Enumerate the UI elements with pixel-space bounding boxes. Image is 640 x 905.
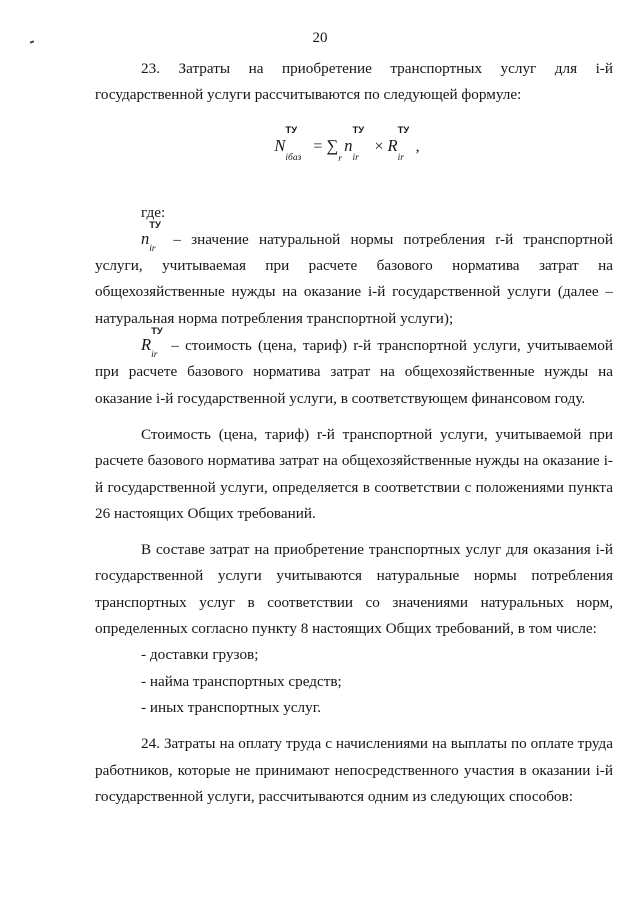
- definition-n-sub: ir: [149, 244, 156, 255]
- definition-n-letter: n: [141, 228, 150, 248]
- definition-n-text: – значение натуральной нормы потребления r-й транспортной услуги, учитываемая при расчете базового норматива затрат на общехозяйственные нужды на оказание i-й государственной услуги (далее – натуральная норма потребления транспортной услуги);: [95, 230, 613, 327]
- definition-r-letter: R: [141, 335, 152, 355]
- formula-times: ×: [374, 137, 384, 155]
- formula-r-sub: ir: [397, 152, 404, 163]
- list-item: - найма транспортных средств;: [141, 672, 342, 690]
- formula: [95, 124, 613, 164]
- definition-r-sub: ir: [151, 350, 158, 361]
- document-body: [95, 56, 613, 810]
- formula-r-sup: ТУ: [397, 124, 410, 136]
- formula-lhs: [274, 124, 302, 163]
- where-label: где:: [141, 203, 166, 221]
- list-item: - доставки грузов;: [141, 646, 259, 664]
- definition-r-sup: ТУ: [151, 326, 163, 338]
- cost-paragraph: Стоимость (цена, тариф) r-й транспортной услуги, учитываемой при расчете базового норматива затрат на общехозяйственные нужды на оказание i-й государственной услуги, определяется в соответствии с положениями пункта 26 настоящих Общих требований.: [95, 425, 613, 522]
- formula-r: [387, 124, 410, 163]
- formula-lhs-symbol: N: [274, 135, 286, 155]
- definition-r-text: – стоимость (цена, тариф) r-й транспортной услуги, учитываемой при расчете базового норматива затрат на общехозяйственные нужды на оказание i-й государственной услуги, в соответствующем финансовом году.: [95, 337, 613, 407]
- formula-tail: ,: [415, 137, 420, 155]
- formula-sum: [326, 131, 342, 164]
- page-number: 20: [312, 30, 328, 46]
- formula-n-sub: ir: [352, 152, 359, 163]
- definition-n: [95, 219, 613, 332]
- formula-n-sup: ТУ: [352, 124, 365, 136]
- definition-n-sup: ТУ: [149, 219, 161, 231]
- formula-r-symbol: R: [387, 135, 398, 155]
- formula-lhs-sub: iбаз: [285, 152, 302, 163]
- formula-equals: =: [313, 137, 323, 155]
- formula-lhs-sup: ТУ: [285, 124, 298, 136]
- section-24-text: 24. Затраты на оплату труда с начислениями на выплаты по оплате труда работников, которые не принимают непосредственного участия в оказании i-й государственной услуги, рассчитываются одним из следующих способов:: [95, 735, 613, 805]
- formula-n: [344, 124, 365, 163]
- formula-sum-symbol: ∑: [326, 135, 339, 155]
- section-23-intro: 23. Затраты на приобретение транспортных услуг для i-й государственной услуги рассчитываются по следующей формуле:: [95, 60, 613, 104]
- formula-sum-sub: r: [338, 153, 342, 164]
- composition-paragraph: В составе затрат на приобретение транспортных услуг для оказания i-й государственной услуги учитываются натуральные нормы потребления транспортных услуг в соответствии со значениями натуральных норм, определенных согласно пункту 8 настоящих Общих требований, в том числе:: [95, 541, 613, 638]
- definition-r-symbol: [141, 326, 163, 361]
- definition-r: [95, 326, 613, 412]
- definition-n-symbol: [141, 219, 161, 255]
- list-item: - иных транспортных услуг.: [141, 698, 322, 716]
- formula-n-symbol: n: [344, 135, 353, 155]
